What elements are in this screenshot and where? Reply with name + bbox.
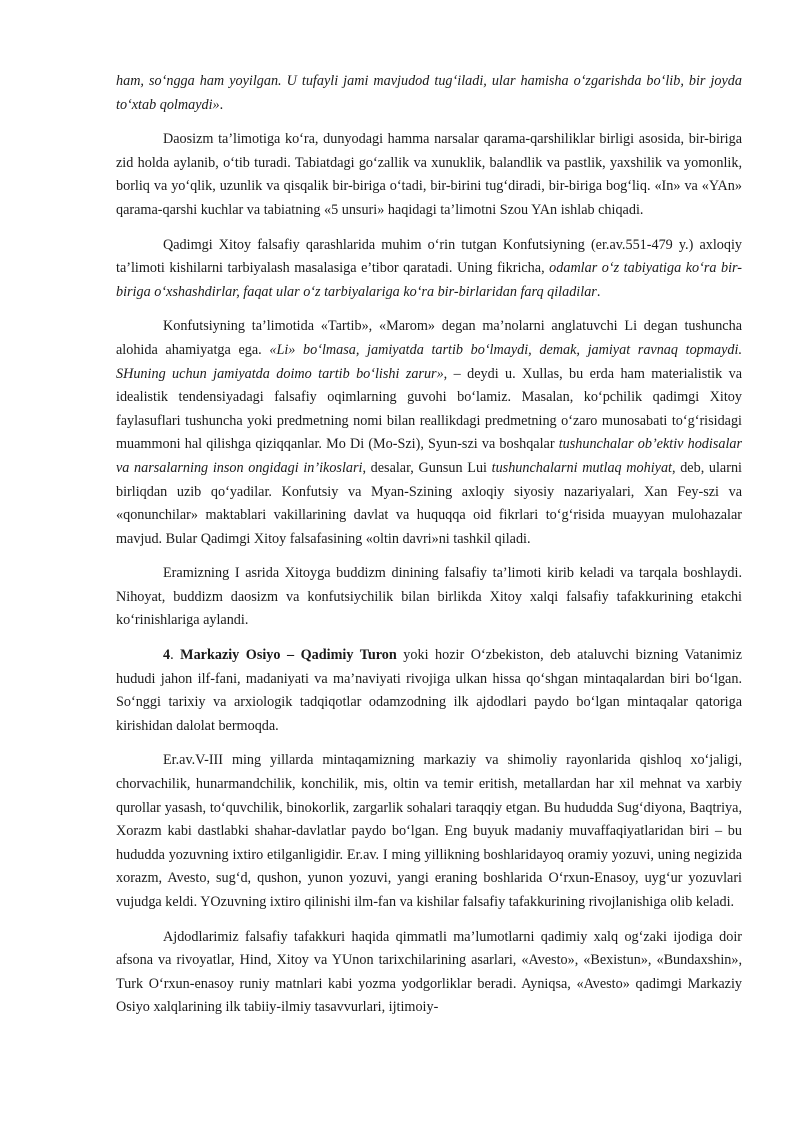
text-run: Daosizm ta’limotiga ko‘ra, dunyodagi hamma narsalar qarama-qarshiliklar birligi asosida, bir-biriga zid holda aylanib, o‘tib turadi. Tabiatdagi go‘zallik va xunuklik, balandlik va pastlik, yaxshilik va yomonlik, borliq va yo‘qlik, uzunlik va qisqalik bir-biriga o‘tadi, bir-birini tug‘diradi, bir-biriga bog‘liq. «In» va «YAn» qarama-qarshi kuchlar va tabiatning «5 unsuri» haqidagi ta’limotni Szou YAn ishlab chiqadi. (116, 131, 742, 218)
italic-text: ham, so‘ngga ham yoyilgan. U tufayli jami mavjudod tug‘iladi, ular hamisha o‘zgarishda bo‘lib, bir joyda to‘xtab qolmaydi» (116, 73, 742, 113)
paragraph (116, 128, 742, 222)
paragraph (116, 644, 742, 738)
italic-text: tushunchalar ob’ektiv hodisalar va narsalarning inson ongidagi in’ikoslari (116, 436, 742, 476)
text-run: Konfutsiyning ta’limotida «Tartib», «Marom» degan ma’nolarni anglatuvchi Li degan tushuncha alohida ahamiyatga ega. (116, 318, 742, 358)
italic-text: «Li» bo‘lmasa, jamiyatda tartib bo‘lmaydi, demak, jamiyat ravnaq topmaydi. SHuning uchun jamiyatda doimo tartib bo‘lishi zarur» (116, 341, 742, 382)
paragraph (116, 926, 742, 1020)
document-page (116, 70, 742, 1031)
italic-text: odamlar o‘z tabiyatiga ko‘ra bir-biriga o‘xshashdirlar, faqat ular o‘z tarbiyalariga ko‘ra bir-birlaridan farq qiladilar (116, 260, 742, 300)
paragraph (116, 315, 742, 551)
text-run: , desalar, Gunsun Lui (362, 459, 492, 476)
text-run: . (596, 283, 601, 300)
text-run: . (219, 96, 224, 113)
text-run: Er.av.V-III ming yillarda mintaqamizning markaziy va shimoliy rayonlarida qishloq xo‘jaligi, chorvachilik, hunarmandchilik, konchilik, mis, oltin va temir eritish, metallardan har xil mehnat va xarbiy qurollar yasash, to‘quvchilik, binokorlik, zargarlik sohalari taraqqiy etgan. Bu hududda Sug‘diyona, Baqtriya, Xorazm kabi dastlabki shahar-davlatlar paydo bo‘lgan. Eng buyuk madaniy muvaffaqiyatlaridan biri – bu hududda yozuvning ixtiro etilganligidir. Er.av. I ming yillikning boshlaridayoq oramiy yozuvi, uning negizida xorazm, Avesto, sug‘d, qushon, yunon yozuvi, yangi eraning boshlarida O‘rxun-Enasoy, uyg‘ur yozuvlari vujudga keldi. YOzuvning ixtiro qilinishi ilm-fan va kishilar falsafiy tafakkurining rivojlanishiga olib keladi. (116, 752, 742, 910)
text-run: Qadimgi Xitoy falsafiy qarashlarida muhim o‘rin tutgan Konfutsiyning (er.av.551-479 y.) axloqiy ta’limoti kishilarni tarbiyalash masalasiga e’tibor qaratadi. Uning fikricha, (116, 236, 742, 277)
text-run: , deb, ularni birliqdan uzib qo‘yadilar. Konfutsiy va Myan-Szining axloqiy siyosiy nazariyalari, Xan Fey-szi va «qonunchilar» maktablari vakillarining davlat va huquqqa oid fikrlari to‘g‘risida muayyan mulohazalar mavjud. Bular Qadimgi Xitoy falsafasining «oltin davri»ni tashkil qiladi. (116, 459, 742, 547)
bold-text: 4 (163, 647, 171, 664)
bold-text: Markaziy Osiyo – Qadimiy Turon (180, 647, 397, 664)
paragraph (116, 234, 742, 305)
text-run: yoki hozir O‘zbekiston, deb ataluvchi bizning Vatanimiz hududi jahon ilf-fani, madaniyati va ma’naviyati rivojiga ulkan hissa qo‘shgan mintaqalardan biri bo‘lgan. So‘nggi tarixiy va arxiologik tadqiqotlar odamzodning ilk ajdodlari paydo bo‘lgan mintaqalar qatoriga kirishidan dalolat bermoqda. (116, 647, 743, 734)
text-run: . (170, 647, 181, 664)
text-run: Eramizning I asrida Xitoyga buddizm dinining falsafiy ta’limoti kirib keladi va tarqala boshlaydi. Nihoyat, buddizm daosizm va konfutsiychilik bilan birlikda Xitoy xalqi falsafiy tafakkurining etakchi ko‘rinishlariga aylandi. (116, 565, 742, 629)
paragraph (116, 749, 742, 914)
paragraph (116, 562, 742, 633)
italic-text: tushunchalarni mutlaq mohiyat (491, 459, 672, 476)
text-run: , – deydi u. Xullas, bu erda ham materialistik va idealistik tendensiyadagi falsafiy oqimlarning guvohi bo‘lamiz. Masalan, ko‘pchilik qadimgi Xitoy faylasuflari tushuncha yoki predmetning nomi bilan reallikdagi predmetning o‘zaro munosabati to‘g‘risidagi muammoni hal qilishga qiziqqanlar. Mo Di (Mo-Szi), Syun-szi va boshqalar (116, 365, 742, 453)
text-run: Ajdodlarimiz falsafiy tafakkuri haqida qimmatli ma’lumotlarni qadimiy xalq og‘zaki ijodiga doir afsona va rivoyatlar, Hind, Xitoy va YUnon tarixchilarining asarlari, «Avesto», «Bexistun», «Bundaxshin», Turk O‘rxun-enasoy runiy matnlari kabi yozma yodgorliklar beradi. Ayniqsa, «Avesto» qadimgi Markaziy Osiyo xalqlarining ilk tabiiy-ilmiy tasavvurlari, ijtimoiy- (116, 928, 742, 1016)
paragraph (116, 70, 742, 117)
